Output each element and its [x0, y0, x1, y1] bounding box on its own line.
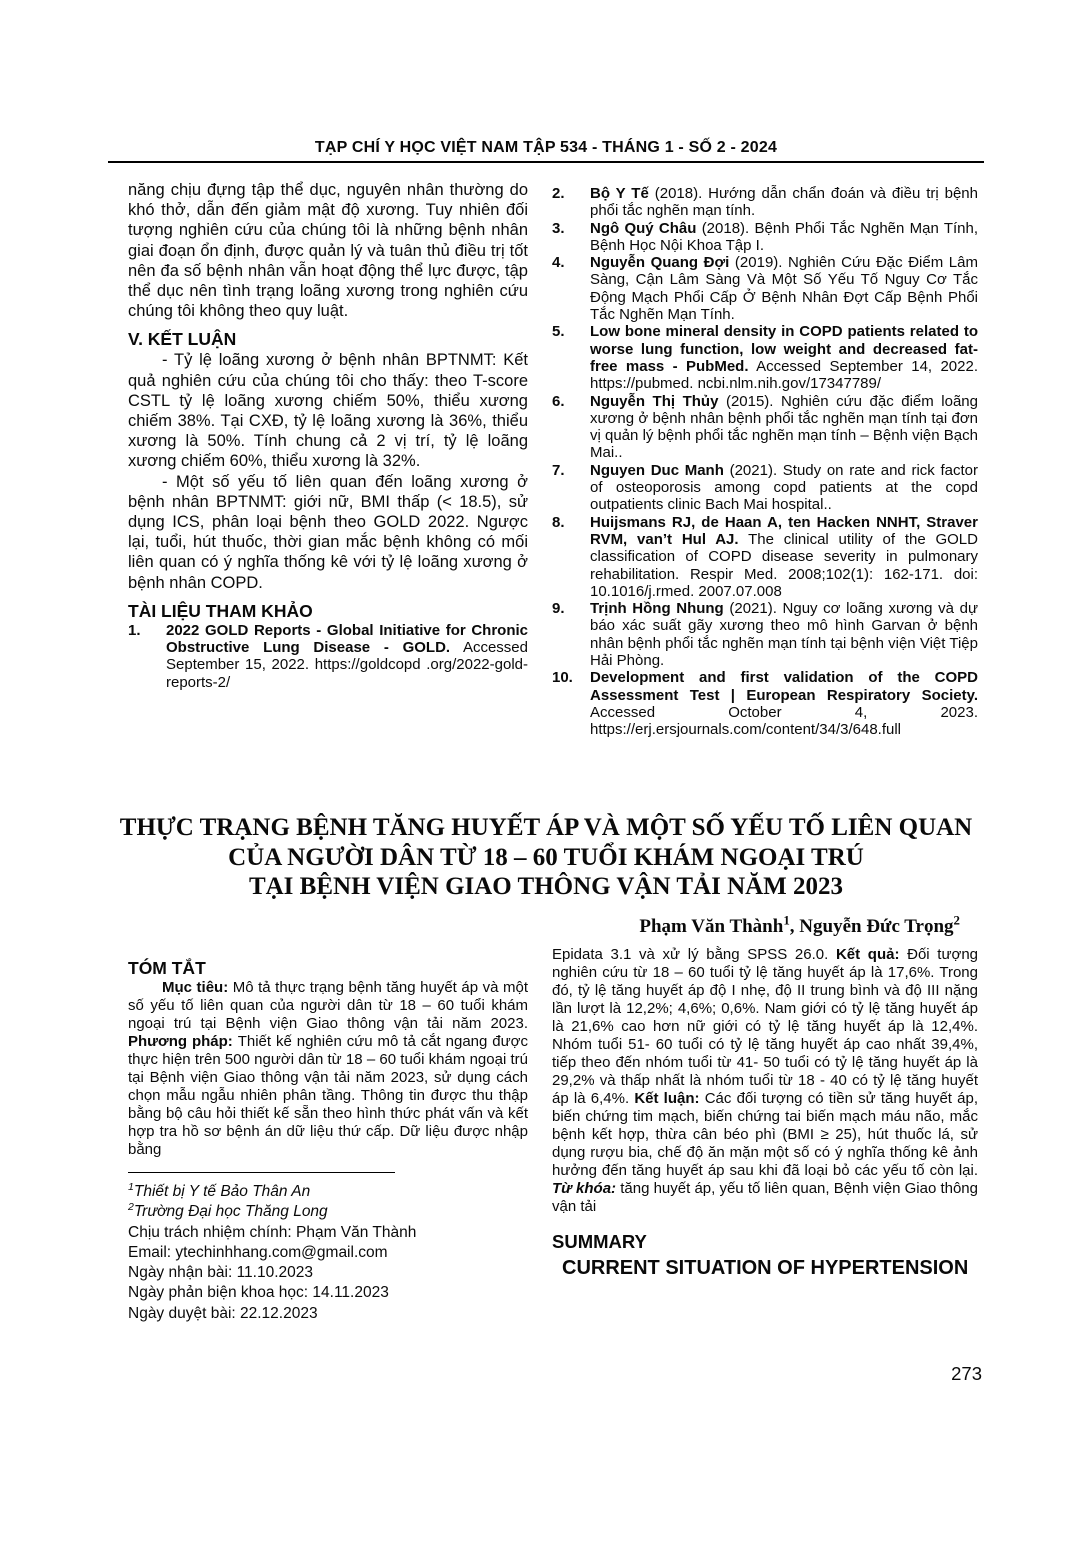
reference-text: Nguyen Duc Manh (2021). Study on rate and rick factor of osteoporosis among copd patients at the copd outpatients clinic Bach Mai hospital..	[590, 461, 978, 514]
reference-text: Low bone mineral density in COPD patients related to worse lung function, low weight and decreased fat-free mass - PubMed. Accessed September 14, 2022. https://pubmed. ncbi.nlm.nih.gov/17347789/	[590, 323, 978, 393]
reference-item	[552, 323, 978, 392]
reference-item	[552, 185, 978, 220]
reference-number: 4.	[552, 254, 565, 272]
footnote-received-date: Ngày nhận bài: 11.10.2023	[128, 1264, 314, 1282]
article1-right-column	[552, 185, 978, 739]
footnote-affiliation: $^2$Trường Đại học Thăng Long	[128, 1201, 328, 1221]
article1-left-column	[128, 180, 528, 691]
reference-text: Nguyễn Quang Đợi (2019). Nghiên Cứu Đặc Điểm Lâm Sàng, Cận Lâm Sàng Và Một Số Yếu Tố Nguy Cơ Tắc Động Mạch Phổi Cấp Ở Bệnh Nhân Đợt Cấp Bệnh Phổi Tắc Nghẽn Mạn Tính.	[590, 254, 978, 324]
journal-header: TẠP CHÍ Y HỌC VIỆT NAM TẬP 534 - THÁNG 1 - SỐ 2 - 2024	[314, 139, 778, 156]
footnote-review-date: Ngày phản biện khoa học: 14.11.2023	[128, 1284, 389, 1302]
reference-item	[552, 600, 978, 669]
footnote-corresponding-author: Chịu trách nhiệm chính: Phạm Văn Thành	[128, 1223, 417, 1241]
abstract-text-col1: Mục tiêu: Mô tả thực trạng bệnh tăng huyết áp và một số yếu tố liên quan của người dân từ 18 – 60 tuổi khám ngoại trú tại Bệnh viện Giao thông vận tải năm 2023. Phương pháp: Thiết kế nghiên cứu mô tả cắt ngang được thực hiện trên 500 người dân từ 18 – 60 tuổi khám ngoại trú tại Bệnh viện Giao thông vận tải năm 2023, sử dụng cách chọn mẫu ngẫu nhiên phân tầng. Thông tin được thu thập bằng bộ câu hỏi thiết kế sẵn theo hình thức phát vấn và kết hợp tra hồ sơ bệnh án dữ liệu thứ cấp. Dữ liệu được nhập bằng	[128, 979, 528, 1158]
reference-text: Development and first validation of the COPD Assessment Test | European Respiratory Society. Accessed October 4, 2023. https://erj.ersjournals.com/content/34/3/648.full	[590, 669, 978, 739]
reference-text: Bộ Y Tế (2018). Hướng dẫn chẩn đoán và điều trị bệnh phổi tắc nghẽn mạn tính.	[590, 185, 978, 220]
reference-item	[552, 514, 978, 600]
reference-number: 1.	[128, 621, 141, 639]
reference-number: 10.	[552, 669, 573, 687]
conclusion-paragraph: - Tỷ lệ loãng xương ở bệnh nhân BPTNMT: Kết quả nghiên cứu của chúng tôi cho thấy: theo T-score CSTL tỷ lệ loãng xương chiếm 50%, thiểu xương chiếm 38%. Tại CXĐ, tỷ lệ loãng xương là 36%, thiểu xương là 50%. Tính chung cả 2 vị trí, tỷ lệ loãng xương chiếm 60%, thiểu xương là 32%.	[128, 351, 528, 471]
reference-text: Ngô Quý Châu (2018). Bệnh Phổi Tắc Nghẽn Mạn Tính, Bệnh Học Nội Khoa Tập I.	[590, 219, 978, 254]
article2-title-line: THỰC TRẠNG BỆNH TĂNG HUYẾT ÁP VÀ MỘT SỐ YẾU TỐ LIÊN QUAN	[119, 814, 973, 841]
article1-continuation-paragraph: năng chịu đựng tập thể dục, nguyên nhân thường do khó thở, dẫn đến giảm mật độ xương. Tuy nhiên đối tượng nghiên cứu của chúng tôi là những bệnh nhân giai đoạn ổn định, được quản lý và tuân thủ điều trị tốt nên đa số bệnh nhân vẫn hoạt động thể lực được, tập thể dục nên tình trạng loãng xương trong nghiên cứu chúng tôi không theo quy luật.	[128, 181, 528, 321]
footnote-affiliation: $^1$Thiết bị Y tế Bảo Thân An	[128, 1180, 311, 1200]
abstract-text-col2: Epidata 3.1 và xử lý bằng SPSS 26.0. Kết quả: Đối tượng nghiên cứu từ 18 – 60 tuổi tỷ lệ tăng huyết áp là 17,6%. Trong đó, tỷ lệ tăng huyết áp độ I nhẹ, độ II trung bình và độ III nặng lần lượt là 12,2%; 4,6%; 0,6%. Nam giới có tỷ lệ tăng huyết áp là 21,6% cao hơn nữ giới có tỷ lệ tăng huyết áp là 12,4%. Nhóm tuổi 51- 60 tuổi có tỷ lệ tăng huyết áp cao nhất 39,4%, tiếp theo đến nhóm tuổi từ 41- 50 tuổi có tỷ lệ tăng huyết áp là 29,2% và thấp nhất là nhóm tuổi từ 18 - 40 có tỷ lệ tăng huyết áp là 6,4%. Kết luận: Các đối tượng có tiền sử tăng huyết áp, biến chứng tim mạch, biến chứng tai biến mạch máu não, mắc bệnh kết hợp, thừa cân béo phì (BMI ≥ 25), hút thuốc lá, sử dụng rượu bia, chế độ ăn mặn một số có ý nghĩa thống kê ảnh hưởng đến tăng huyết áp sau khi đã loại bỏ các yếu tố còn lại. Từ khóa: tăng huyết áp, yếu tố liên quan, Bệnh viện Giao thông vận tải	[552, 946, 979, 1215]
reference-item	[128, 622, 528, 691]
reference-item	[552, 669, 978, 738]
reference-text: Huijsmans RJ, de Haan A, ten Hacken NNHT, Straver RVM, van’t Hul AJ. The clinical utility of the GOLD classification of COPD disease severity in pulmonary rehabilitation. Respir Med. 2008;102(1): 162-171. doi: 10.1016/j.rmed. 2007.07.008	[590, 513, 978, 600]
summary-heading: SUMMARY	[552, 1231, 647, 1252]
references-heading: TÀI LIỆU THAM KHẢO	[128, 600, 313, 621]
reference-item	[552, 393, 978, 462]
article2-right-column	[552, 946, 978, 1280]
conclusion-heading: V. KẾT LUẬN	[128, 329, 237, 350]
page-number: 273	[951, 1363, 982, 1384]
footnote-divider	[128, 1172, 395, 1173]
reference-item	[552, 254, 978, 323]
article2-title-line: CỦA NGƯỜI DÂN TỪ 18 – 60 TUỔI KHÁM NGOẠI TRÚ	[228, 843, 864, 871]
footnotes-block	[128, 1182, 528, 1324]
article2-left-column	[128, 957, 528, 1324]
reference-text: Trịnh Hồng Nhung (2021). Nguy cơ loãng xương và dự báo xác suất gãy xương theo mô hình Garvan ở bệnh nhân bệnh phổi tắc nghẽn mạn tính tại bệnh viện Việt Tiệp Hải Phòng.	[590, 600, 978, 670]
reference-number: 5.	[552, 323, 565, 341]
article2-authors: Phạm Văn Thành$^1$, Nguyễn Đức Trọng$^2$	[639, 912, 960, 937]
reference-number: 2.	[552, 185, 565, 202]
reference-number: 7.	[552, 461, 565, 479]
reference-text: Nguyễn Thị Thủy (2015). Nghiên cứu đặc điểm loãng xương ở bệnh nhân bệnh phổi tắc nghẽn mạn tính tại đơn vị quản lý bệnh phổi tắc nghẽn mạn tính – Bệnh viện Bạch Mai..	[590, 392, 978, 462]
reference-text: 2022 GOLD Reports - Global Initiative for Chronic Obstructive Lung Disease - GOLD. Accessed September 15, 2022. https://goldcopd .org/2022-gold-reports-2/	[166, 621, 528, 691]
abstract-heading: TÓM TẮT	[128, 958, 206, 978]
reference-number: 3.	[552, 219, 565, 237]
reference-item	[552, 220, 978, 255]
footnote-email: Email: ytechinhhang.com@gmail.com	[128, 1243, 388, 1261]
conclusion-paragraph: - Một số yếu tố liên quan đến loãng xương ở bệnh nhân BPTNMT: giới nữ, BMI thấp (< 18.5), sử dụng ICS, phân loại bệnh theo GOLD 2022. Ngược lại, tuổi, hút thuốc, thời gian mắc bệnh không có mối liên quan có ý nghĩa thống kê với tỷ lệ loãng xương ở bệnh nhân COPD.	[128, 472, 528, 592]
article2-title-line: TẠI BỆNH VIỆN GIAO THÔNG VẬN TẢI NĂM 2023	[248, 873, 844, 900]
reference-number: 6.	[552, 392, 565, 410]
summary-title: CURRENT SITUATION OF HYPERTENSION	[562, 1257, 969, 1279]
article2-title	[110, 813, 982, 902]
reference-list-part1	[128, 622, 528, 691]
footnote-accepted-date: Ngày duyệt bài: 22.12.2023	[128, 1304, 318, 1322]
reference-item	[552, 462, 978, 514]
reference-number: 8.	[552, 513, 565, 531]
reference-number: 9.	[552, 600, 565, 618]
header-divider	[108, 161, 984, 163]
